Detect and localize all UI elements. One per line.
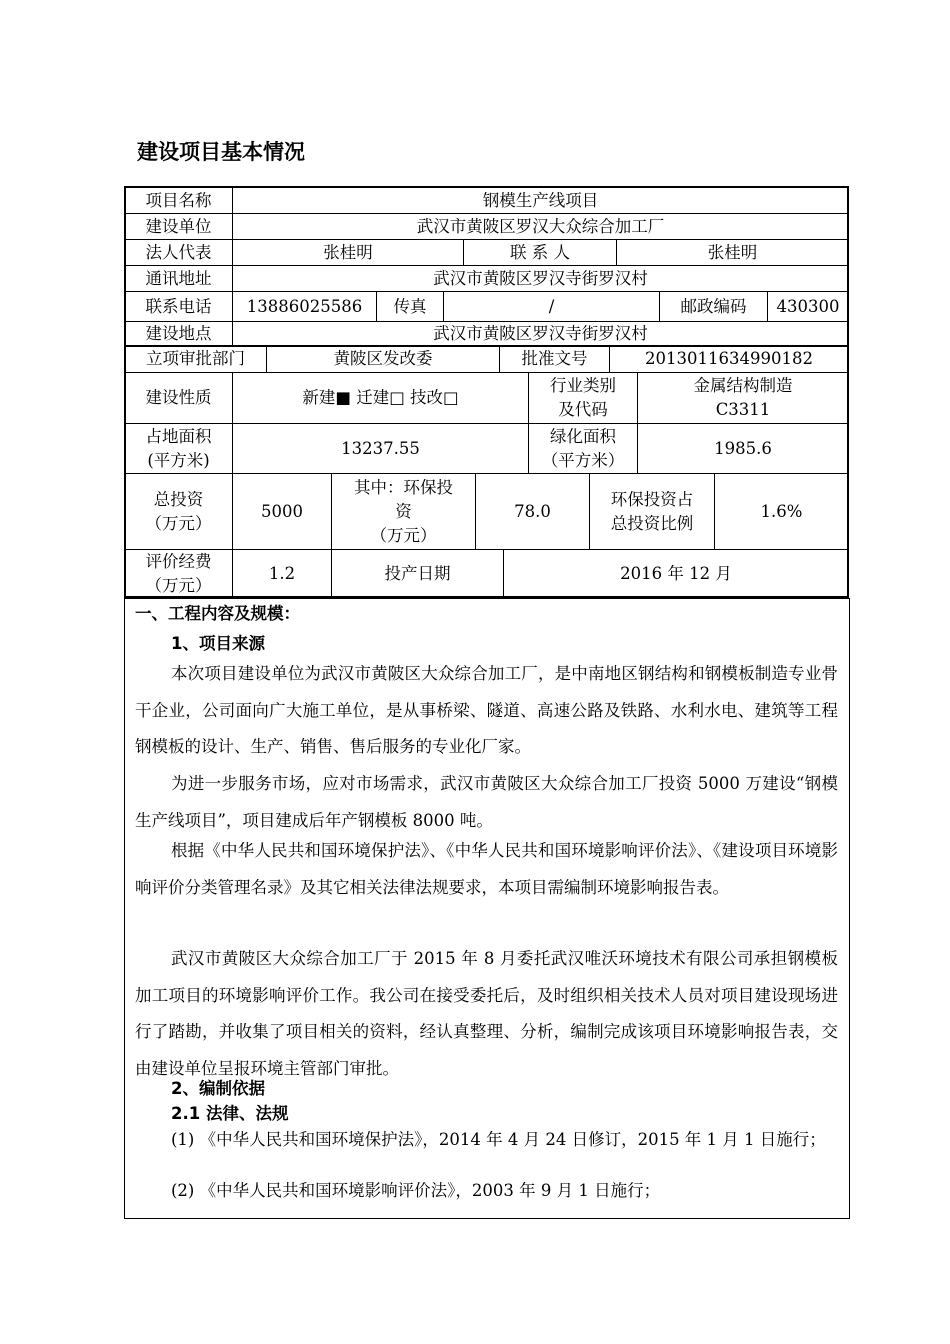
- row-site: [124, 321, 849, 347]
- ratio-label-line2: 总投资比例: [610, 513, 694, 533]
- address-value: 武汉市黄陂区罗汉寺街罗汉村: [233, 266, 849, 292]
- prod-date-label: 投产日期: [332, 550, 504, 599]
- row-approval: [124, 345, 849, 373]
- subheading-project-source: 1、项目来源: [171, 634, 265, 653]
- row-phone: [124, 291, 849, 322]
- env-invest-label: [332, 474, 476, 550]
- invest-value: 5000: [233, 474, 332, 550]
- ratio-label: [590, 474, 715, 550]
- invest-label: [125, 474, 233, 550]
- postcode-label: 邮政编码: [660, 292, 768, 322]
- row-invest: [124, 473, 849, 550]
- approval-dept-value: 黄陂区发改委: [267, 346, 500, 373]
- fee-label-line2: （万元）: [145, 576, 212, 595]
- industry-label-line2: 及代码: [558, 400, 608, 419]
- industry-value: [638, 373, 849, 424]
- approval-dept-label: 立项审批部门: [125, 346, 267, 373]
- paragraph-4: 武汉市黄陂区大众综合加工厂于 2015 年 8 月委托武汉唯沃环境技术有限公司承担钢模板加工项目的环境影响评价工作。我公司在接受委托后，及时组织相关技术人员对项目建设现场进行了踏勘，并收集了项目相关的资料，经认真整理、分析，编制完成该项目环境影响报告表，交由建设单位呈报环境主管部门审批。: [135, 949, 838, 1078]
- green-label-line1: 绿化面积: [550, 426, 616, 446]
- ratio-label-line1: 环保投资占: [610, 489, 694, 509]
- phone-value: 13886025586: [233, 292, 377, 322]
- green-label-line2: （平方米）: [541, 450, 625, 470]
- contact-label: 联 系 人: [464, 240, 617, 266]
- env-invest-label-line2: 资: [395, 501, 412, 521]
- row-fee: [124, 549, 849, 599]
- approval-no-value: 2013011634990182: [610, 346, 849, 373]
- postcode-value: 430300: [768, 292, 849, 322]
- builder-value: 武汉市黄陂区罗汉大众综合加工厂: [233, 214, 849, 240]
- subheading-basis: 2、编制依据: [171, 1079, 265, 1098]
- legal-rep-value: 张桂明: [233, 240, 464, 266]
- paragraph-3: 根据《中华人民共和国环境保护法》、《中华人民共和国环境影响评价法》、《建设项目环境影响评价分类管理名录》及其它相关法律法规要求，本项目需编制环境影响报告表。: [135, 841, 838, 897]
- section-heading: 一、工程内容及规模：: [135, 604, 300, 623]
- row-project-name: [124, 187, 849, 214]
- law-item-1: (1) 《中华人民共和国环境保护法》，2014 年 4 月 24 日修订，2015 年 1 月 1 日施行；: [171, 1130, 826, 1149]
- area-value: 13237.55: [233, 424, 529, 474]
- industry-value-line1: 金属结构制造: [693, 376, 793, 395]
- env-invest-label-line3: （万元）: [370, 525, 437, 545]
- green-value: 1985.6: [638, 424, 849, 474]
- nature-value: 新建■ 迁建□ 技改□: [233, 373, 529, 424]
- fee-label: [125, 550, 233, 599]
- address-label: 通讯地址: [125, 266, 233, 292]
- industry-value-line2: C3311: [715, 400, 771, 419]
- area-label-line1: 占地面积: [145, 426, 212, 446]
- env-invest-value: 78.0: [476, 474, 590, 550]
- project-name-value: 钢模生产线项目: [233, 188, 849, 214]
- nature-label: 建设性质: [125, 373, 233, 424]
- area-label-line2: (平方米): [147, 450, 210, 470]
- subheading-laws: 2.1 法律、法规: [171, 1104, 289, 1123]
- green-label: [529, 424, 638, 474]
- fax-value: /: [444, 292, 660, 322]
- fax-label: 传真: [377, 292, 444, 322]
- law-item-2: (2) 《中华人民共和国环境影响评价法》，2003 年 9 月 1 日施行；: [171, 1181, 661, 1200]
- ratio-value: 1.6%: [715, 474, 849, 550]
- builder-label: 建设单位: [125, 214, 233, 240]
- row-builder: [124, 213, 849, 240]
- contact-value: 张桂明: [617, 240, 849, 266]
- row-area: [124, 423, 849, 474]
- row-legal-rep: [124, 239, 849, 266]
- industry-label: [529, 373, 638, 424]
- industry-label-line1: 行业类别: [550, 376, 616, 395]
- invest-label-line1: 总投资: [153, 489, 204, 509]
- document-title: 建设项目基本情况: [137, 140, 305, 164]
- env-invest-label-line1: 其中：环保投: [354, 477, 453, 497]
- paragraph-2: 为进一步服务市场，应对市场需求，武汉市黄陂区大众综合加工厂投资 5000 万建设“钢模生产线项目”，项目建成后年产钢模板 8000 吨。: [135, 774, 838, 830]
- prod-date-value: 2016 年 12 月: [504, 550, 849, 599]
- fee-value: 1.2: [233, 550, 332, 599]
- phone-label: 联系电话: [125, 292, 233, 322]
- legal-rep-label: 法人代表: [125, 240, 233, 266]
- project-name-label: 项目名称: [125, 188, 233, 214]
- row-nature: [124, 372, 849, 424]
- invest-label-line2: （万元）: [145, 513, 212, 533]
- site-label: 建设地点: [125, 322, 233, 347]
- area-label: [125, 424, 233, 474]
- paragraph-1: 本次项目建设单位为武汉市黄陂区大众综合加工厂，是中南地区钢结构和钢模板制造专业骨干企业，公司面向广大施工单位，是从事桥梁、隧道、高速公路及铁路、水利水电、建筑等工程钢模板的设计、生产、销售、售后服务的专业化厂家。: [135, 664, 838, 756]
- approval-no-label: 批准文号: [500, 346, 610, 373]
- site-value: 武汉市黄陂区罗汉寺街罗汉村: [233, 322, 849, 347]
- fee-label-line1: 评价经费: [145, 552, 212, 571]
- row-address: [124, 265, 849, 292]
